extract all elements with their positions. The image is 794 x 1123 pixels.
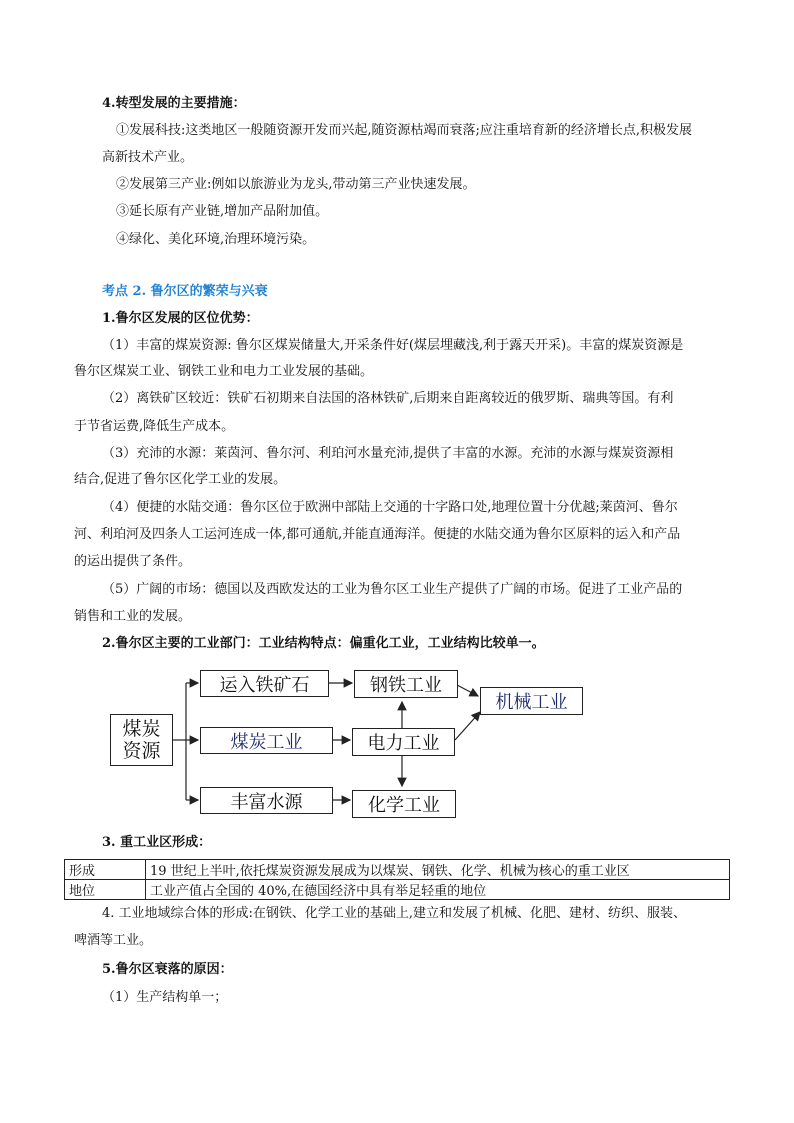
table-cell-key: 地位 bbox=[65, 880, 146, 900]
table-row bbox=[65, 880, 730, 900]
arrow-steel-to-machinery bbox=[457, 685, 478, 696]
node-coal-resource: 煤炭 资源 bbox=[110, 714, 173, 766]
arrow-power-to-machinery bbox=[455, 712, 480, 740]
measure-2: ②发展第三产业:例如以旅游业为龙头,带动第三产业快速发展。 bbox=[116, 177, 476, 192]
node-chemical: 化学工业 bbox=[352, 790, 456, 818]
measure-3: ③延长原有产业链,增加产品附加值。 bbox=[116, 204, 329, 219]
node-water: 丰富水源 bbox=[200, 787, 333, 814]
measure-1-line1: ①发展科技:这类地区一般随资源开发而兴起,随资源枯竭而衰落;应注重培育新的经济增长点,积极发展 bbox=[116, 123, 693, 138]
complex-line2: 啤酒等工业。 bbox=[74, 933, 153, 948]
section5-title: 5.鲁尔区衰落的原因： bbox=[102, 962, 233, 977]
section4-title: 4.转型发展的主要措施： bbox=[102, 96, 246, 111]
table-row bbox=[65, 860, 730, 880]
table-cell-key: 形成 bbox=[65, 860, 146, 880]
advantage-4-line2: 河、利珀河及四条人工运河连成一体,都可通航,并能直通海洋。便捷的水陆交通为鲁尔区原料的运入和产品 bbox=[74, 527, 681, 542]
heavy-industry-table bbox=[64, 859, 730, 900]
measure-4: ④绿化、美化环境,治理环境污染。 bbox=[116, 232, 316, 247]
complex-line1: 4. 工业地域综合体的形成:在钢铁、化学工业的基础上,建立和发展了机械、化肥、建材、纺织、服装、 bbox=[102, 906, 687, 921]
advantage-4-line1: （4）便捷的水陆交通：鲁尔区位于欧洲中部陆上交通的十字路口处,地理位置十分优越;莱茵河、鲁尔 bbox=[102, 500, 678, 515]
advantage-5-line2: 销售和工业的发展。 bbox=[74, 609, 192, 624]
advantage-2-line2: 于节省运费,降低生产成本。 bbox=[74, 419, 235, 434]
measure-1-line2: 高新技术产业。 bbox=[102, 150, 194, 165]
decline-reason-1: （1）生产结构单一； bbox=[102, 990, 228, 1005]
advantage-2-line1: （2）离铁矿区较近：铁矿石初期来自法国的洛林铁矿,后期来自距离较近的俄罗斯、瑞典等国。有利 bbox=[102, 391, 674, 406]
advantage-4-line3: 的运出提供了条件。 bbox=[74, 554, 192, 569]
advantage-title: 1.鲁尔区发展的区位优势： bbox=[102, 311, 259, 326]
advantage-3-line1: （3）充沛的水源：莱茵河、鲁尔河、利珀河水量充沛,提供了丰富的水源。充沛的水源与煤炭资源相 bbox=[102, 446, 674, 461]
advantage-5-line1: （5）广阔的市场：德国以及西欧发达的工业为鲁尔区工业生产提供了广阔的市场。促进了工业产品的 bbox=[102, 582, 683, 597]
node-coal-industry: 煤炭工业 bbox=[200, 727, 333, 754]
advantage-1-line1: （1）丰富的煤炭资源: 鲁尔区煤炭储量大,开采条件好(煤层埋藏浅,利于露天开采)。丰富的煤炭资源是 bbox=[102, 338, 684, 353]
advantage-1-line2: 鲁尔区煤炭工业、钢铁工业和电力工业发展的基础。 bbox=[74, 364, 374, 379]
industry-sectors-title: 2.鲁尔区主要的工业部门：工业结构特点：偏重化工业，工业结构比较单一。 bbox=[102, 636, 545, 651]
table-cell-value: 工业产值占全国的 40%,在德国经济中具有举足轻重的地位 bbox=[146, 880, 730, 900]
section3-title: 3. 重工业区形成： bbox=[102, 835, 212, 850]
table-cell-value: 19 世纪上半叶,依托煤炭资源发展成为以煤炭、钢铁、化学、机械为核心的重工业区 bbox=[146, 860, 730, 880]
node-machinery: 机械工业 bbox=[480, 687, 583, 715]
advantage-3-line2: 结合,促进了鲁尔区化学工业的发展。 bbox=[74, 472, 287, 487]
node-steel: 钢铁工业 bbox=[354, 670, 458, 698]
kaodian-heading: 考点 2. 鲁尔区的繁荣与兴衰 bbox=[102, 284, 268, 299]
node-power: 电力工业 bbox=[352, 728, 455, 756]
node-iron-ore: 运入铁矿石 bbox=[200, 670, 329, 697]
